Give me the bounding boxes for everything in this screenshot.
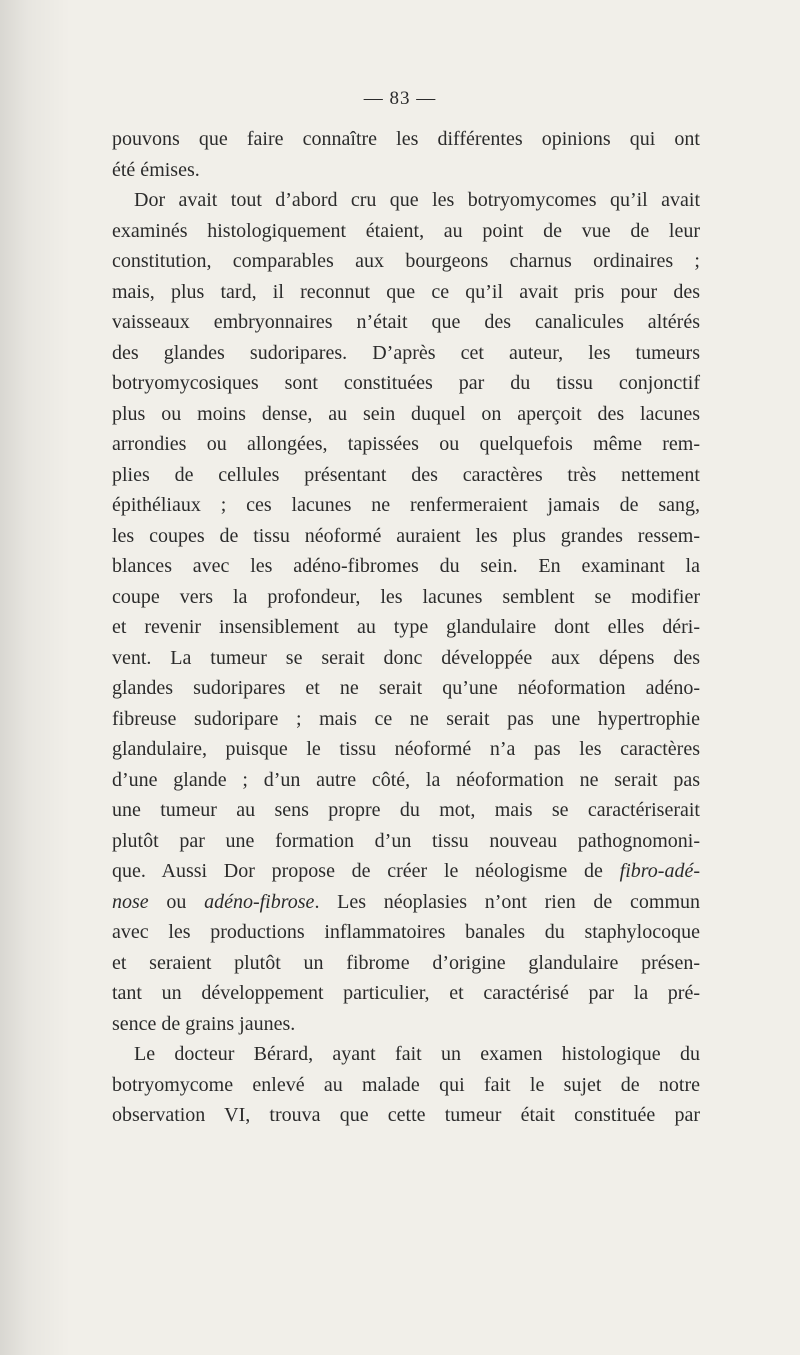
text-line: pouvons que faire connaître les différentes opinions qui ont — [112, 128, 700, 150]
italic-term: adéno-fibrose — [204, 890, 315, 913]
text-line: fibreuse sudoripare ; mais ce ne serait pas une hypertrophie — [112, 707, 700, 730]
italic-term: nose — [112, 890, 149, 913]
text-line: vaisseaux embryonnaires n’était que des canalicules altérés — [112, 311, 700, 333]
text-line: constitution, comparables aux bourgeons charnus ordinaires ; — [112, 250, 700, 272]
text-line: blances avec les adéno-fibromes du sein. En examinant la — [112, 555, 700, 577]
text-line: épithéliaux ; ces lacunes ne renfermeraient jamais de sang, — [112, 494, 700, 516]
text-line: plies de cellules présentant des caractères très nettement — [112, 463, 700, 486]
text-line: Dor avait tout d’abord cru que les botryomycomes qu’il avait — [134, 189, 700, 211]
text-line: et seraient plutôt un fibrome d’origine glandulaire présen- — [112, 951, 700, 974]
body-text — [112, 124, 700, 1131]
text-line: arrondies ou allongées, tapissées ou quelquefois même rem- — [112, 433, 700, 455]
text-line: examinés histologiquement étaient, au point de vue de leur — [112, 219, 700, 242]
text-line: glandes sudoripares et ne serait qu’une néoformation adéno- — [112, 677, 700, 699]
text-line: que. Aussi Dor propose de créer le néologisme de fibro-adé- — [112, 860, 700, 882]
text-line: et revenir insensiblement au type glandulaire dont elles déri- — [112, 616, 700, 638]
text-line: des glandes sudoripares. D’après cet auteur, les tumeurs — [112, 341, 700, 364]
text-line: plutôt par une formation d’un tissu nouveau pathognomoni- — [112, 829, 700, 852]
italic-term: fibro-adé- — [619, 860, 700, 882]
text-line: sence de grains jaunes. — [112, 1012, 296, 1035]
text-line: une tumeur au sens propre du mot, mais se caractériserait — [112, 799, 700, 821]
text-line: d’une glande ; d’un autre côté, la néoformation ne serait pas — [112, 768, 700, 791]
text-line: coupe vers la profondeur, les lacunes semblent se modifier — [112, 585, 700, 608]
text-line: vent. La tumeur se serait donc développée aux dépens des — [112, 646, 700, 669]
text-line: glandulaire, puisque le tissu néoformé n’a pas les caractères — [112, 738, 700, 760]
text-line: botryomycosiques sont constituées par du tissu conjonctif — [112, 372, 700, 394]
text-line: nose ou adéno-fibrose. Les néoplasies n’ont rien de commun — [112, 890, 700, 913]
text-line: été émises. — [112, 158, 200, 181]
text-line: tant un développement particulier, et caractérisé par la pré- — [112, 982, 700, 1004]
text-line: avec les productions inflammatoires banales du staphylocoque — [112, 921, 700, 943]
text-line: plus ou moins dense, au sein duquel on aperçoit des lacunes — [112, 402, 700, 425]
text-line: Le docteur Bérard, ayant fait un examen histologique du — [134, 1043, 700, 1065]
page-number: — 83 — — [363, 88, 437, 109]
text-line: les coupes de tissu néoformé auraient les plus grandes ressem- — [112, 524, 700, 547]
text-line: observation VI, trouva que cette tumeur était constituée par — [112, 1104, 700, 1126]
text-line: mais, plus tard, il reconnut que ce qu’il avait pris pour des — [112, 280, 700, 303]
page-gutter-shadow — [0, 0, 70, 1355]
text-line: botryomycome enlevé au malade qui fait le sujet de notre — [112, 1073, 700, 1096]
